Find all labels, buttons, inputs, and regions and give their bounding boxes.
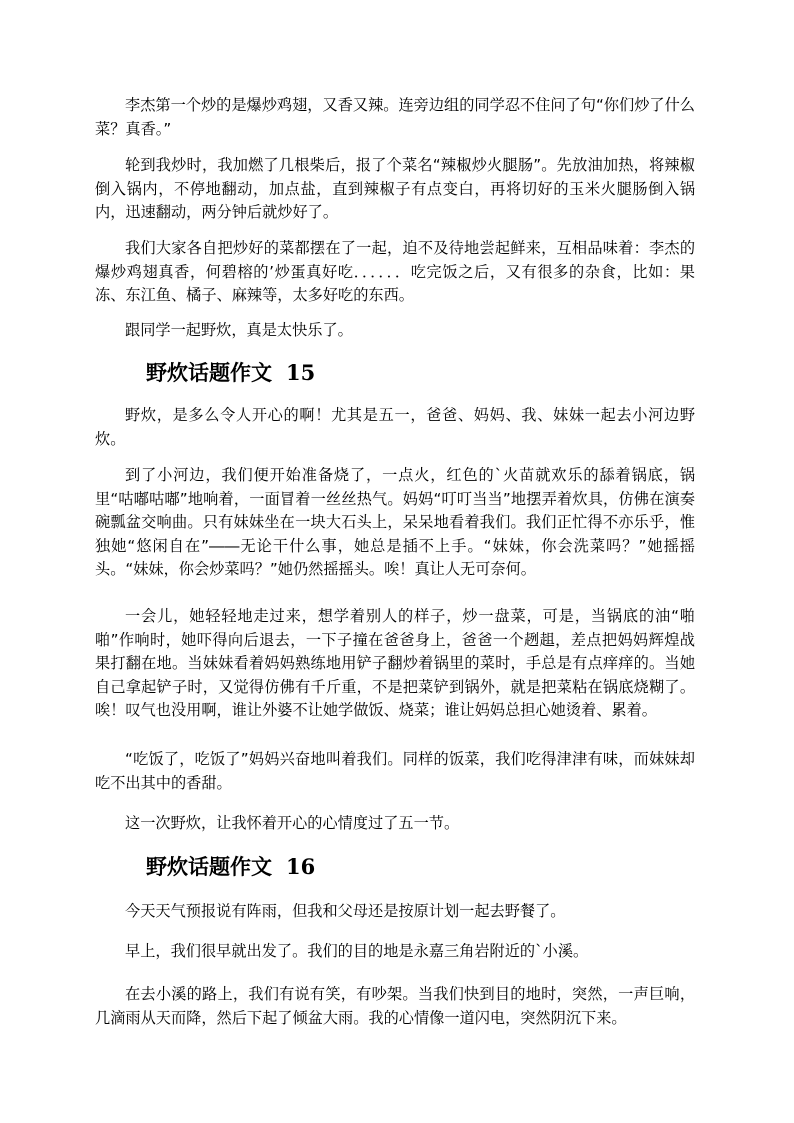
paragraph: 跟同学一起野炊，真是太快乐了。 [125,321,353,339]
paragraph: 到了小河边，我们便开始准备烧了，一点火，红色的`火苗就欢乐的舔着锅底，锅里“咕嘟咕嘟”地响着，一面冒着一丝丝热气。妈妈“叮叮当当”地摆弄着炊具，仿佛在演奏碗瓢盆交响曲。只有妹妹坐在一块大石头上，呆呆地看着我们。我们正忙得不亦乐乎，惟独她“悠闲自在”――无论干什么事，她总是插不上手。“妹妹，你会洗菜吗？”她摇摇头。“妹妹，你会炒菜吗？”她仍然摇摇头。唉！真让人无可奈何。 [95,466,695,578]
paragraph: 野炊，是多么令人开心的啊！尤其是五一，爸爸、妈妈、我、妹妹一起去小河边野炊。 [95,406,695,448]
paragraph: “吃饭了，吃饭了”妈妈兴奋地叫着我们。同样的饭菜，我们吃得津津有味，而妹妹却吃不出其中的香甜。 [95,750,695,792]
section-heading [146,852,315,882]
paragraph: 早上，我们很早就出发了。我们的目的地是永嘉三角岩附近的`小溪。 [125,942,589,960]
heading-title: 野炊话题作文 [146,360,272,385]
paragraph: 一会儿，她轻轻地走过来，想学着别人的样子，炒一盘菜，可是，当锅底的油“啪啪”作响时，她吓得向后退去，一下子撞在爸爸身上，爸爸一个趔趄，差点把妈妈辉煌战果打翻在地。当妹妹看着妈妈熟练地用铲子翻炒着锅里的菜时，手总是有点痒痒的。当她自己拿起铲子时，又觉得仿佛有千斤重，不是把菜铲到锅外，就是把菜粘在锅底烧糊了。唉！叹气也没用啊，谁让外婆不让她学做饭、烧菜；谁让妈妈总担心她烫着、累着。 [95,607,695,719]
heading-number: 15 [286,360,316,385]
paragraph: 我们大家各自把炒好的菜都摆在了一起，迫不及待地尝起鲜来，互相品味着：李杰的爆炒鸡翅真香，何碧榕的’炒蛋真好吃．．．．．．吃完饭之后，又有很多的杂食，比如：果冻、东江鱼、橘子、麻辣等，太多好吃的东西。 [95,239,695,304]
paragraph: 李杰第一个炒的是爆炒鸡翅，又香又辣。连旁边组的同学忍不住问了句“你们炒了什么菜？真香。” [95,96,695,138]
section-heading [146,358,315,388]
paragraph: 在去小溪的路上，我们有说有笑，有吵架。当我们快到目的地时，突然，一声巨响，几滴雨从天而降，然后下起了倾盆大雨。我的心情像一道闪电，突然阴沉下来。 [95,985,695,1027]
heading-title: 野炊话题作文 [146,854,272,879]
paragraph: 今天天气预报说有阵雨，但我和父母还是按原计划一起去野餐了。 [125,902,566,920]
paragraph: 这一次野炊，让我怀着开心的心情度过了五一节。 [125,814,460,832]
heading-number: 16 [286,854,316,879]
paragraph: 轮到我炒时，我加燃了几根柴后，报了个菜名“辣椒炒火腿肠”。先放油加热，将辣椒倒入锅内，不停地翻动，加点盐，直到辣椒子有点变白，再将切好的玉米火腿肠倒入锅内，迅速翻动，两分钟后就炒好了。 [95,156,695,221]
